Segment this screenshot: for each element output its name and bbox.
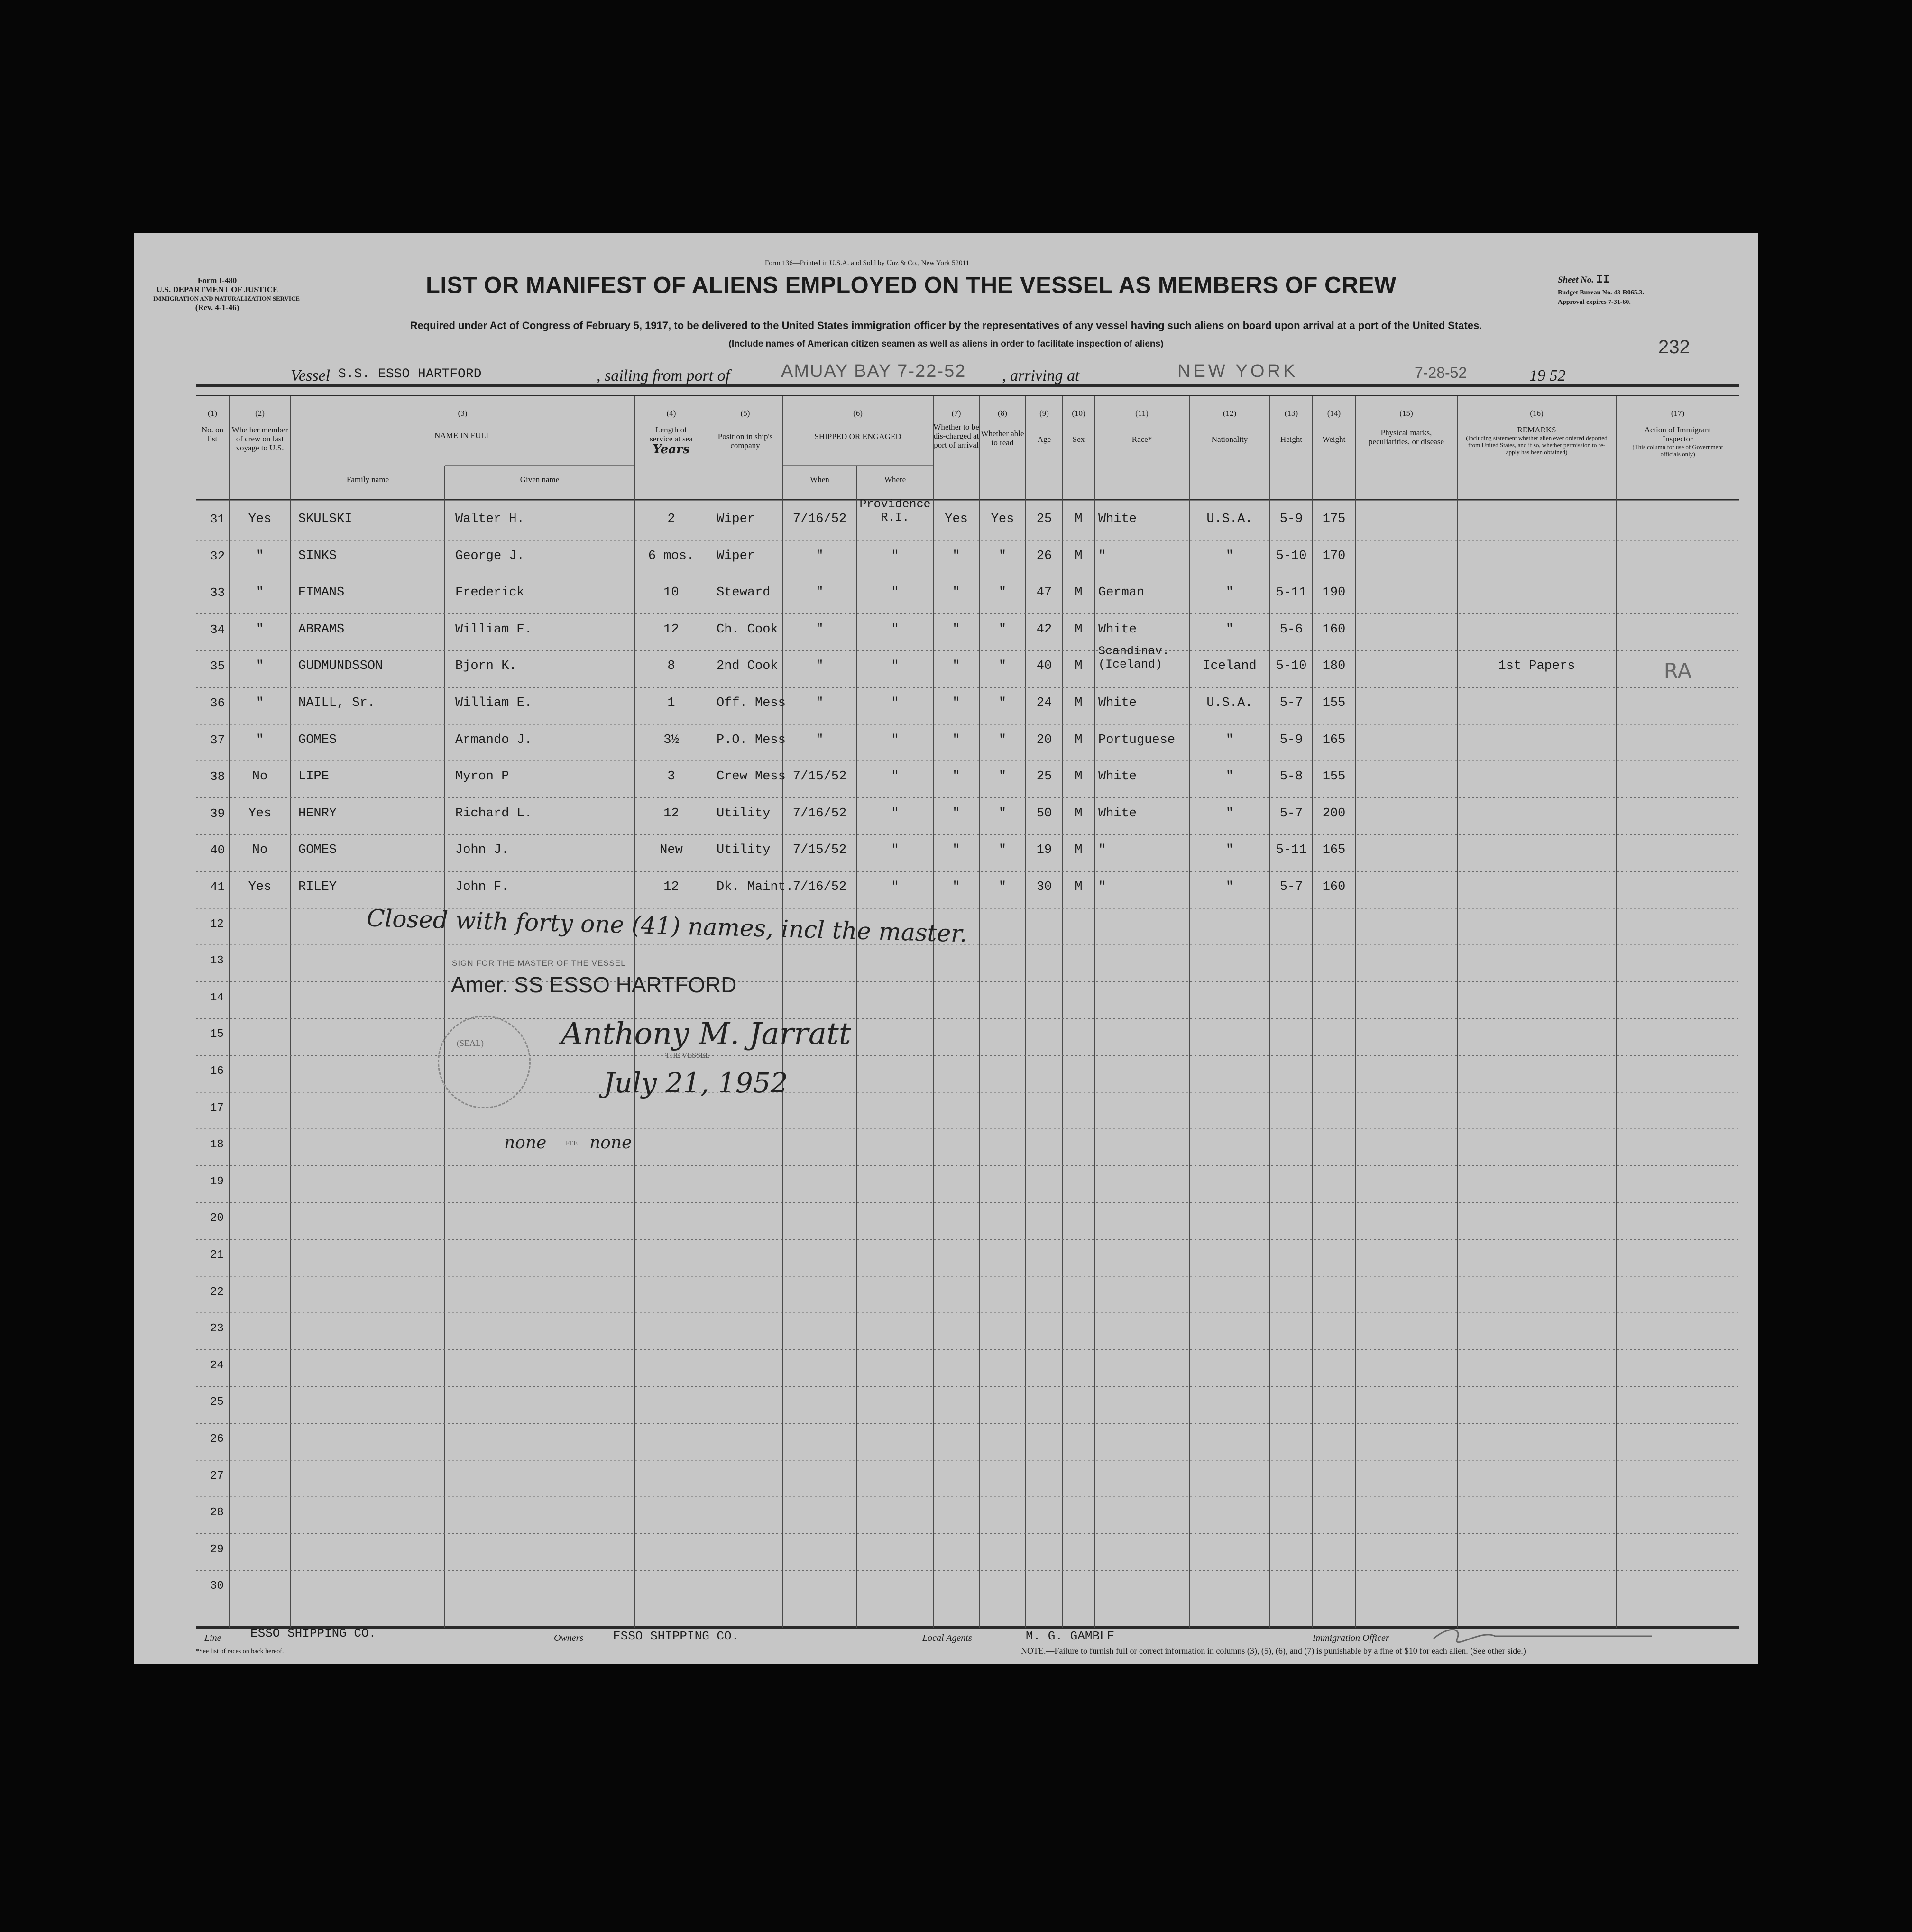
cell-where: " [891,696,899,710]
col-num: (5) [740,409,750,418]
cell-given: Richard L. [455,806,533,821]
cell-given: John J. [455,843,509,858]
cell-last: " [256,622,264,637]
cell-where: " [891,622,899,637]
form-subtitle: Required under Act of Congress of February 5, 1917, to be delivered to the United States immigration officer by the representatives of any vessel having such aliens on board upon arrival at a port of the United States. [410,320,1482,331]
row-number: 15 [210,1028,224,1041]
cell-sex: M [1075,769,1083,784]
cell-when: " [816,659,824,674]
cell-service: 8 [667,659,675,674]
cell-no: 37 [210,733,225,747]
col-num: (16) [1530,409,1544,418]
row-number: 17 [210,1101,224,1115]
col-label: SHIPPED OR ENGAGED [814,432,901,441]
row-number: 28 [210,1506,224,1520]
col-label: Age [1037,435,1051,444]
date-line: July 21, 1952 [604,1067,788,1099]
cell-family: RILEY [298,880,337,894]
sheet-value: II [1596,274,1610,286]
fee-right: none [589,1133,632,1153]
cell-age: 26 [1036,549,1052,563]
cell-position: Off. Mess [717,696,786,710]
line-label: Line [204,1633,221,1643]
cell-sex: M [1075,549,1083,563]
form-id: Form I-480 [197,276,237,285]
col-num: (8) [998,409,1007,418]
cell-race: " [1098,880,1106,894]
cell-race: White [1098,696,1137,710]
col-num: (14) [1327,409,1341,418]
include-note: (Include names of American citizen seamen as well as aliens in order to facilitate inspection of aliens) [728,339,1164,349]
stamp-header: SIGN FOR THE MASTER OF THE VESSEL [452,959,626,968]
department: U.S. DEPARTMENT OF JUSTICE [156,285,278,294]
service: IMMIGRATION AND NATURALIZATION SERVICE [153,295,300,302]
cell-service: 12 [663,806,679,821]
col-6-where-header: Where [884,475,906,484]
cell-when: " [816,696,824,710]
cell-discharged: " [952,622,960,637]
cell-family: NAILL, Sr. [298,696,376,710]
cell-height: 5-9 [1279,733,1303,747]
cell-position: Steward [717,586,771,600]
cell-given: George J. [455,549,524,563]
cell-no: 41 [210,880,225,894]
row-number: 29 [210,1543,224,1556]
col-num: (2) [255,409,265,418]
cell-discharged: " [952,880,960,894]
col-label: Weight [1322,435,1346,444]
col-label: Race* [1131,435,1152,444]
cell-service: 12 [663,622,679,637]
cell-where: " [891,769,899,784]
cell-where: Providence R.I. [859,497,931,524]
cell-nationality: " [1225,733,1234,747]
col-12-header [1189,409,1270,444]
cell-height: 5-8 [1279,769,1303,784]
cell-given: Walter H. [455,512,524,526]
page-number: 232 [1658,337,1690,357]
cell-service: 3½ [663,733,679,747]
col-note: (This column for use of Government officials only) [1632,443,1723,458]
cell-no: 31 [210,512,225,526]
cell-where: " [891,806,899,821]
col-4-header [634,409,708,457]
cell-nationality: " [1225,586,1234,600]
cell-age: 42 [1036,622,1052,637]
cell-when: 7/16/52 [792,880,847,894]
col-num: (9) [1039,409,1049,418]
col-num: (15) [1399,409,1413,418]
cell-nationality: U.S.A. [1206,696,1253,710]
cell-no: 33 [210,586,225,600]
cell-nationality: " [1225,843,1234,858]
cell-last: " [256,696,264,710]
cell-position: Utility [717,843,771,858]
cell-where: " [891,880,899,894]
cell-given: Myron P [455,769,509,784]
cell-family: ABRAMS [298,622,345,637]
cell-last: Yes [248,880,272,894]
cell-no: 39 [210,806,225,821]
cell-weight: 190 [1322,586,1346,600]
cell-family: GUDMUNDSSON [298,659,383,674]
cell-no: 34 [210,622,225,637]
col-label: Height [1280,435,1303,444]
col-3-family-header: Family name [346,475,389,484]
cell-last: Yes [248,806,272,821]
master-label: THE VESSEL [665,1052,710,1060]
budget-bureau: Budget Bureau No. 43-R065.3. [1558,289,1644,296]
cell-position: Wiper [717,549,755,563]
cell-service: 6 mos. [648,549,695,563]
col-num: (10) [1072,409,1085,418]
col-3-given-header: Given name [520,475,560,484]
cell-weight: 165 [1322,733,1346,747]
cell-discharged: " [952,769,960,784]
cell-family: HENRY [298,806,337,821]
cell-position: Utility [717,806,771,821]
cell-weight: 160 [1322,880,1346,894]
cell-age: 20 [1036,733,1052,747]
cell-read: " [998,733,1007,747]
row-number: 12 [210,917,224,931]
col-6-when-header: When [810,475,829,484]
cell-family: GOMES [298,733,337,747]
cell-race: White [1098,512,1137,526]
cell-position: Crew Mess [717,769,786,784]
cell-height: 5-7 [1279,696,1303,710]
owners-value: ESSO SHIPPING CO. [613,1629,739,1643]
cell-nationality: Iceland [1203,659,1257,674]
cell-nationality: " [1225,769,1234,784]
col-1-header [196,409,229,443]
cell-nationality: U.S.A. [1206,512,1253,526]
arriving-label: , arriving at [1002,367,1080,385]
cell-last: " [256,549,264,563]
cell-sex: M [1075,622,1083,637]
cell-height: 5-7 [1279,880,1303,894]
col-8-header [979,409,1026,447]
agents-value: M. G. GAMBLE [1026,1629,1115,1643]
row-number: 22 [210,1285,224,1299]
sailing-label: , sailing from port of [597,367,730,385]
cell-remarks: 1st Papers [1498,659,1575,674]
cell-given: William E. [455,622,533,637]
cell-service: 2 [667,512,675,526]
years-label: Years [653,442,690,457]
cell-read: " [998,696,1007,710]
col-10-header [1063,409,1094,444]
arrival-date: 7-28-52 [1415,364,1467,381]
cell-no: 38 [210,769,225,784]
arriving-port: NEW YORK [1177,361,1298,381]
cell-weight: 180 [1322,659,1346,674]
cell-read: " [998,659,1007,674]
cell-read: Yes [991,512,1014,526]
cell-sex: M [1075,586,1083,600]
cell-sex: M [1075,806,1083,821]
row-number: 18 [210,1138,224,1152]
col-label: Sex [1072,435,1085,444]
col-label: NAME IN FULL [434,431,491,440]
vessel-stamp: Amer. SS ESSO HARTFORD [451,972,737,997]
cell-height: 5-11 [1276,843,1307,858]
col-2-header [229,409,291,452]
cell-age: 25 [1036,769,1052,784]
races-note: *See list of races on back hereof. [196,1648,284,1655]
cell-discharged: " [952,843,960,858]
cell-read: " [998,622,1007,637]
cell-race: " [1098,549,1106,563]
cell-sex: M [1075,659,1083,674]
cell-given: John F. [455,880,509,894]
cell-age: 30 [1036,880,1052,894]
cell-when: " [816,549,824,563]
cell-discharged: " [952,806,960,821]
owners-label: Owners [554,1633,584,1643]
row-number: 23 [210,1322,224,1336]
cell-sex: M [1075,733,1083,747]
agents-label: Local Agents [922,1633,972,1643]
cell-read: " [998,549,1007,563]
cell-race: German [1098,586,1145,600]
cell-when: " [816,733,824,747]
col-label: Physical marks, peculiarities, or disease [1368,428,1444,446]
col-label: Whether member of crew on last voyage to U.S. [231,425,288,452]
cell-when: 7/16/52 [792,512,847,526]
row-number: 30 [210,1580,224,1593]
cell-position: 2nd Cook [717,659,778,674]
seal-stamp [438,1016,531,1108]
fee-left: none [504,1133,547,1153]
row-number: 19 [210,1175,224,1188]
line-value: ESSO SHIPPING CO. [250,1626,377,1640]
cell-service: 12 [663,880,679,894]
cell-height: 5-10 [1276,549,1307,563]
cell-race: Scandinav. (Iceland) [1098,644,1170,672]
vessel-label: Vessel [291,367,331,385]
cell-nationality: " [1225,549,1234,563]
cell-weight: 160 [1322,622,1346,637]
cell-position: Dk. Maint. [717,880,794,894]
cell-nationality: " [1225,880,1234,894]
col-label: REMARKS [1517,425,1556,434]
row-number: 25 [210,1396,224,1409]
col-label: Position in ship's company [717,432,773,450]
col-label: Whether to be dis-charged at port of arrival [933,422,979,449]
cell-age: 24 [1036,696,1052,710]
cell-last: No [252,843,268,858]
cell-where: " [891,843,899,858]
col-num: (7) [951,409,961,418]
col-17-header [1616,409,1739,458]
col-9-header [1026,409,1063,444]
cell-weight: 165 [1322,843,1346,858]
col-label: Nationality [1211,435,1248,444]
col-num: (12) [1223,409,1237,418]
cell-given: Frederick [455,586,524,600]
cell-sex: M [1075,843,1083,858]
row-number: 27 [210,1469,224,1483]
cell-family: LIPE [298,769,329,784]
officer-signature [1429,1624,1666,1643]
cell-service: 1 [667,696,675,710]
cell-last: No [252,769,268,784]
approval: Approval expires 7-31-60. [1558,299,1631,306]
cell-nationality: " [1225,622,1234,637]
col-note: (Including statement whether alien ever ordered deported from United States, and if so, whether permission to re-apply has been obtained) [1466,434,1608,456]
cell-age: 47 [1036,586,1052,600]
cell-discharged: " [952,659,960,674]
cell-action: RA [1664,659,1692,684]
row-number: 14 [210,991,224,1004]
col-num: (6) [853,409,863,418]
cell-when: " [816,586,824,600]
cell-where: " [891,549,899,563]
cell-given: Armando J. [455,733,533,747]
cell-height: 5-7 [1279,806,1303,821]
row-number: 24 [210,1359,224,1372]
cell-weight: 175 [1322,512,1346,526]
col-label: No. on list [201,425,224,443]
cell-nationality: " [1225,806,1234,821]
cell-height: 5-10 [1276,659,1307,674]
cell-height: 5-6 [1279,622,1303,637]
revision: (Rev. 4-1-46) [195,303,239,312]
row-number: 16 [210,1065,224,1078]
year: 19 52 [1529,367,1566,385]
col-7-header [933,409,979,449]
officer-label: Immigration Officer [1313,1633,1389,1643]
cell-position: Wiper [717,512,755,526]
cell-weight: 155 [1322,769,1346,784]
form-title: LIST OR MANIFEST OF ALIENS EMPLOYED ON THE VESSEL AS MEMBERS OF CREW [426,273,1397,298]
cell-race: White [1098,806,1137,821]
cell-when: " [816,622,824,637]
cell-given: William E. [455,696,533,710]
cell-no: 32 [210,549,225,563]
manifest-document [134,233,1758,1664]
col-label: Action of Immigrant Inspector [1644,425,1711,443]
vessel-name: S.S. ESSO HARTFORD [338,367,482,382]
col-5-header [708,409,782,450]
cell-weight: 200 [1322,806,1346,821]
cell-family: SKULSKI [298,512,352,526]
col-3-header [291,409,634,440]
cell-service: 3 [667,769,675,784]
col-15-header [1355,409,1457,446]
col-11-header [1094,409,1189,444]
cell-height: 5-11 [1276,586,1307,600]
cell-no: 36 [210,696,225,710]
col-label: Length of service at sea [650,425,693,443]
cell-discharged: " [952,696,960,710]
closed-note: Closed with forty one (41) names, incl the master. [366,904,968,948]
cell-no: 35 [210,659,225,674]
cell-where: " [891,733,899,747]
cell-race: Portuguese [1098,733,1176,747]
col-14-header [1313,409,1355,444]
cell-discharged: " [952,586,960,600]
cell-weight: 170 [1322,549,1346,563]
cell-read: " [998,806,1007,821]
col-16-header [1457,409,1616,456]
cell-family: SINKS [298,549,337,563]
col-num: (11) [1135,409,1149,418]
cell-sex: M [1075,696,1083,710]
cell-position: Ch. Cook [717,622,778,637]
col-label: Whether able to read [981,429,1024,447]
cell-age: 40 [1036,659,1052,674]
cell-race: White [1098,769,1137,784]
cell-sex: M [1075,512,1083,526]
row-number: 26 [210,1433,224,1446]
cell-read: " [998,880,1007,894]
fee-label: FEE [566,1140,578,1147]
col-num: (1) [208,409,217,418]
cell-service: New [660,843,683,858]
row-number: 20 [210,1212,224,1225]
footer-note: NOTE.—Failure to furnish full or correct information in columns (3), (5), (6), and (7) is punishable by a fine of $10 for each alien. (See other side.) [1021,1646,1526,1656]
row-number: 13 [210,954,224,968]
col-num: (3) [458,409,468,418]
cell-service: 10 [663,586,679,600]
sailing-port: AMUAY BAY 7-22-52 [781,361,966,381]
cell-when: 7/15/52 [792,843,847,858]
cell-no: 40 [210,843,225,858]
col-13-header [1270,409,1313,444]
cell-family: GOMES [298,843,337,858]
col-num: (13) [1284,409,1298,418]
cell-discharged: " [952,733,960,747]
cell-age: 19 [1036,843,1052,858]
cell-given: Bjorn K. [455,659,517,674]
printer-note: Form 136—Printed in U.S.A. and Sold by Unz & Co., New York 52011 [765,259,970,267]
cell-family: EIMANS [298,586,345,600]
cell-read: " [998,843,1007,858]
cell-where: " [891,659,899,674]
cell-last: " [256,659,264,674]
cell-position: P.O. Mess [717,733,786,747]
cell-read: " [998,769,1007,784]
cell-read: " [998,586,1007,600]
cell-discharged: " [952,549,960,563]
cell-age: 50 [1036,806,1052,821]
row-number: 21 [210,1249,224,1262]
cell-where: " [891,586,899,600]
seal-label: (SEAL) [457,1038,484,1048]
col-num: (4) [666,409,676,418]
col-num: (17) [1671,409,1685,418]
cell-last: " [256,586,264,600]
cell-last: Yes [248,512,272,526]
cell-discharged: Yes [945,512,968,526]
cell-race: White [1098,622,1137,637]
cell-race: " [1098,843,1106,858]
sheet-label: Sheet No. [1558,275,1594,285]
col-6-header [782,409,933,441]
cell-when: 7/16/52 [792,806,847,821]
cell-sex: M [1075,880,1083,894]
master-signature: Anthony M. Jarratt [561,1016,851,1052]
cell-last: " [256,733,264,747]
cell-weight: 155 [1322,696,1346,710]
cell-age: 25 [1036,512,1052,526]
cell-height: 5-9 [1279,512,1303,526]
cell-when: 7/15/52 [792,769,847,784]
